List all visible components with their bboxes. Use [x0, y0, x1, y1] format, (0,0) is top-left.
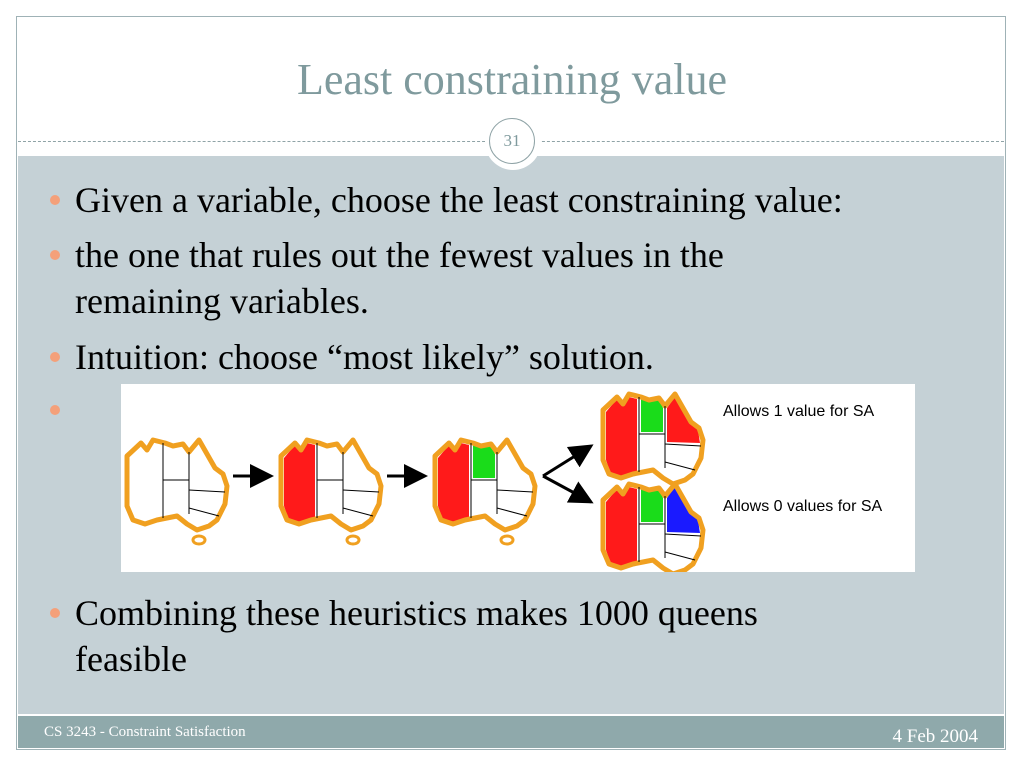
bullet-2-line-1: the one that rules out the fewest values in the — [75, 235, 724, 275]
bullet-1: Given a variable, choose the least constraining value: — [75, 180, 843, 220]
map-q-blue — [603, 484, 703, 572]
bullet-5-line-1: Combining these heuristics makes 1000 queens — [75, 593, 758, 633]
label-allows-1: Allows 1 value for SA — [723, 403, 875, 420]
arrow-icon — [543, 446, 591, 476]
bullet-dot-icon — [50, 608, 60, 618]
map-q-red — [603, 394, 703, 498]
bullet-dot-icon — [50, 352, 60, 362]
bullet-5-line-2: feasible — [75, 639, 187, 679]
bullet-dot-icon — [50, 195, 60, 205]
map-wa-red-nt-green — [435, 440, 535, 544]
bullet-3: Intuition: choose “most likely” solution. — [75, 337, 654, 377]
label-allows-0: Allows 0 values for SA — [723, 498, 883, 515]
map-wa-red — [281, 440, 381, 544]
slide-number-badge: 31 — [489, 118, 535, 164]
bullet-dot-icon — [50, 250, 60, 260]
footer-date: 4 Feb 2004 — [892, 726, 978, 747]
map-empty — [127, 440, 227, 544]
footer-course: CS 3243 - Constraint Satisfaction — [44, 724, 246, 740]
arrow-icon — [543, 476, 591, 502]
slide-title: Least constraining value — [296, 55, 728, 104]
bullet-dot-icon — [50, 405, 60, 415]
australia-coloring-figure — [121, 384, 915, 572]
bullet-2-line-2: remaining variables. — [75, 281, 369, 321]
